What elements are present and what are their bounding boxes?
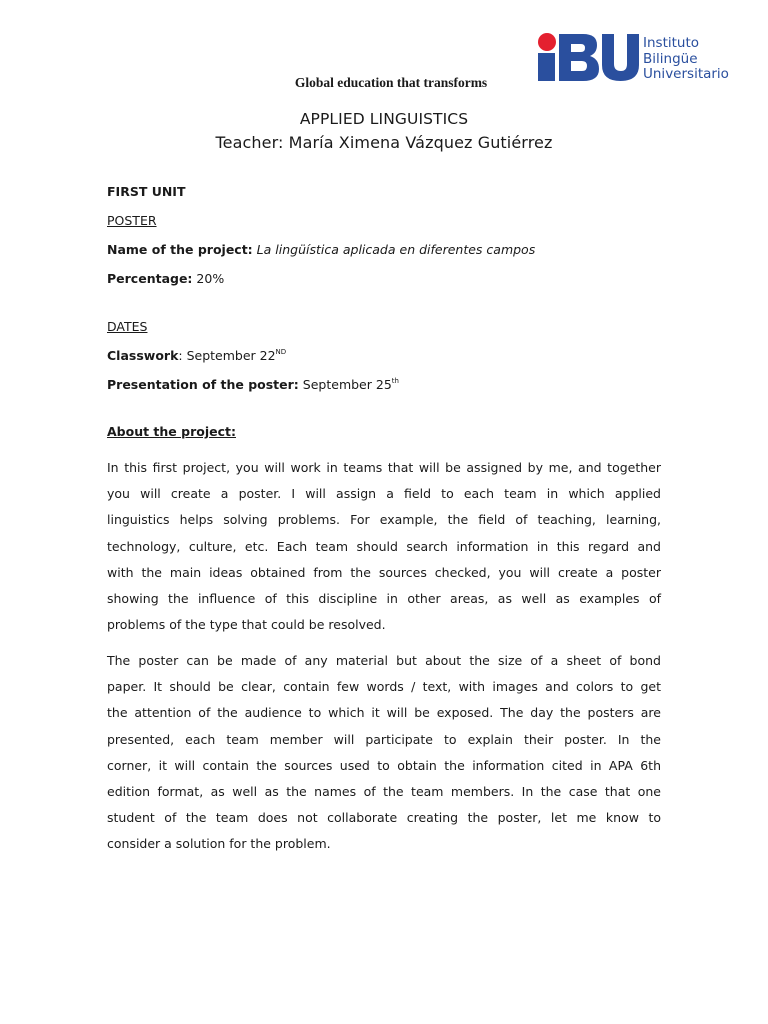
paragraph-line: showing the influence of this discipline in other areas, as well as examples of [107, 590, 661, 606]
presentation-row [107, 377, 399, 392]
presentation-suffix: th [391, 377, 399, 385]
percentage-label: Percentage: [107, 271, 193, 286]
paragraph-line: consider a solution for the problem. [107, 836, 331, 852]
paragraph-line: The poster can be made of any material but about the size of a sheet of bond [107, 653, 661, 668]
course-title: APPLIED LINGUISTICS [299, 110, 469, 128]
about-paragraph-2 [107, 648, 661, 858]
paragraph-line: presented, each team member will participate to explain their poster. In the [107, 731, 661, 747]
percentage-row [107, 271, 224, 286]
classwork-label: Classwork [107, 348, 179, 363]
project-name-label: Name of the project: [107, 242, 253, 257]
classwork-row [107, 348, 286, 363]
paragraph-line: paper. It should be clear, contain few words / text, with images and colors to get [107, 679, 661, 695]
classwork-suffix: ND [275, 348, 287, 356]
classwork-value: : September 22 [178, 348, 276, 363]
about-paragraph-1 [107, 455, 661, 638]
unit-heading: FIRST UNIT [107, 184, 186, 199]
paragraph-line: edition format, as well as the names of the team members. In the case that one [107, 783, 661, 799]
paragraph-line: technology, culture, etc. Each team should search information in this regard and [107, 538, 661, 554]
paragraph-line: the attention of the audience to which it will be exposed. The day the posters are [107, 705, 661, 721]
logo-line: Universitario [643, 66, 729, 82]
paragraph-line: with the main ideas obtained from the sources checked, you will create a poster [107, 564, 661, 580]
project-name-row [107, 242, 535, 257]
paragraph-line: problems of the type that could be resolved. [107, 617, 386, 633]
paragraph-line: In this first project, you will work in teams that will be assigned by me, and together [107, 460, 661, 475]
dates-heading: DATES [107, 319, 148, 334]
paragraph-line: you will create a poster. I will assign a field to each team in which applied [107, 486, 661, 502]
paragraph-line: student of the team does not collaborate creating the poster, let me know to [107, 810, 661, 826]
paragraph-line: corner, it will contain the sources used to obtain the information cited in APA 6th [107, 757, 661, 773]
project-name-value: La lingüística aplicada en diferentes campos [256, 242, 536, 257]
logo-line: Instituto [643, 35, 700, 51]
logo-line: Bilingüe [643, 50, 698, 67]
teacher-line: Teacher: María Ximena Vázquez Gutiérrez [215, 133, 553, 152]
percentage-value: 20% [196, 271, 225, 286]
about-heading: About the project: [107, 424, 236, 439]
paragraph-line: linguistics helps solving problems. For example, the field of teaching, learning, [107, 512, 661, 528]
poster-label: POSTER [107, 213, 157, 228]
tagline: Global education that transforms [294, 75, 488, 90]
presentation-value: September 25 [302, 377, 392, 392]
presentation-label: Presentation of the poster: [107, 377, 299, 392]
